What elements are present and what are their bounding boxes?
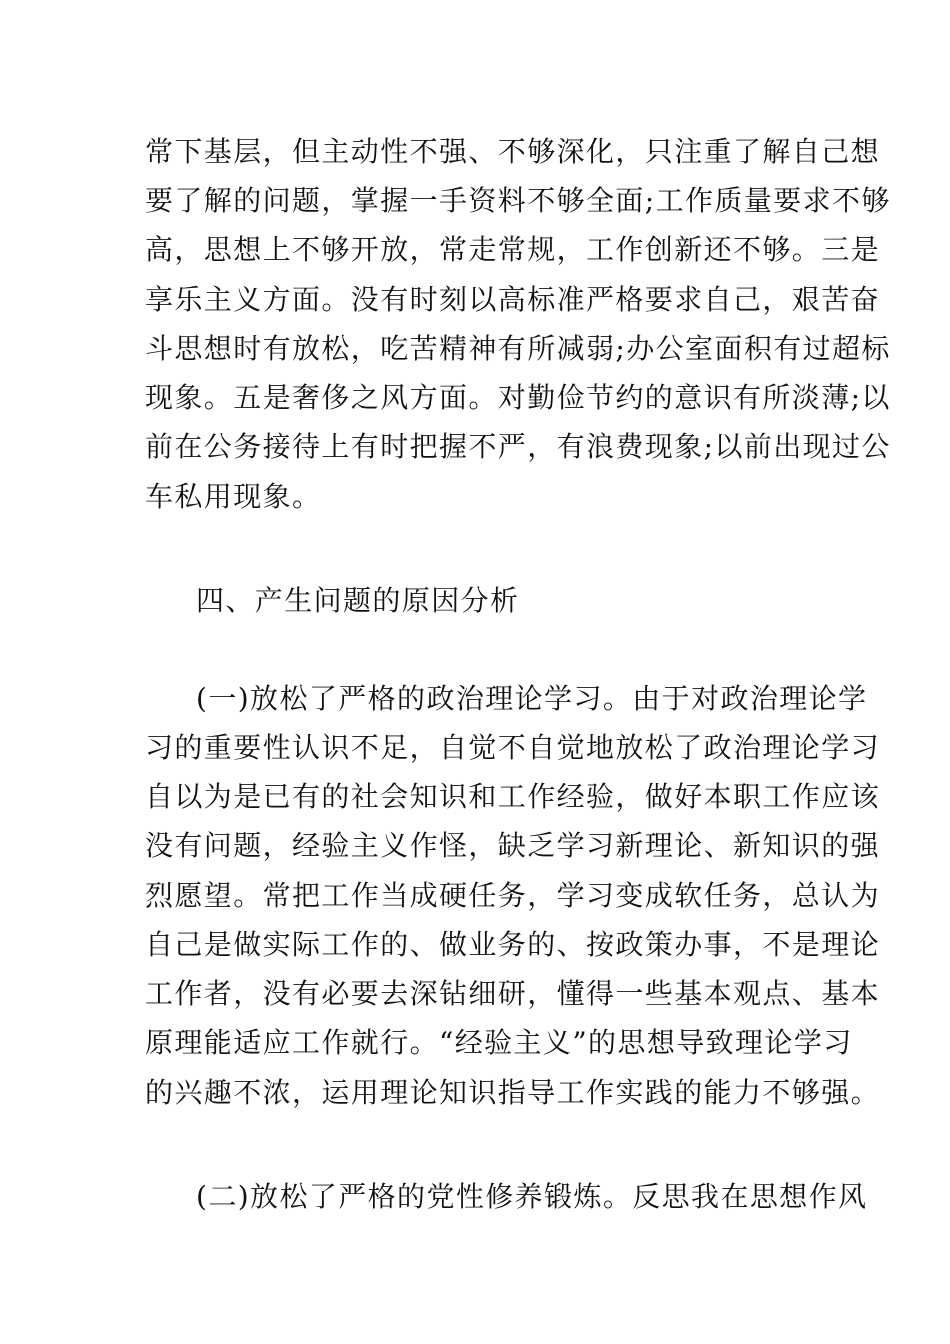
paragraph-1-line-8: 车私用现象。 <box>145 480 322 513</box>
paragraph-2-line-1: (一)放松了严格的政治理论学习。由于对政治理论学 <box>196 682 868 715</box>
paragraph-1-line-5: 斗思想时有放松，吃苦精神有所减弱;办公室面积有过超标 <box>145 332 891 365</box>
section-heading-4: 四、产生问题的原因分析 <box>196 584 520 617</box>
paragraph-2-line-8: 原理能适应工作就行。“经验主义”的思想导致理论学习 <box>145 1026 853 1059</box>
paragraph-1-line-3: 高，思想上不够开放，常走常规，工作创新还不够。三是 <box>145 233 881 266</box>
paragraph-2-line-9: 的兴趣不浓，运用理论知识指导工作实践的能力不够强。 <box>145 1076 881 1109</box>
paragraph-2-line-6: 自己是做实际工作的、做业务的、按政策办事，不是理论 <box>145 928 881 961</box>
paragraph-1-line-4: 享乐主义方面。没有时刻以高标准严格要求自己，艰苦奋 <box>145 283 881 316</box>
paragraph-1-line-1: 常下基层，但主动性不强、不够深化，只注重了解自己想 <box>145 135 881 168</box>
paragraph-1-line-6: 现象。五是奢侈之风方面。对勤俭节约的意识有所淡薄;以 <box>145 381 891 414</box>
paragraph-1-line-7: 前在公务接待上有时把握不严，有浪费现象;以前出现过公 <box>145 430 891 463</box>
paragraph-2-line-4: 没有问题，经验主义作怪，缺乏学习新理论、新知识的强 <box>145 829 881 862</box>
paragraph-2-line-5: 烈愿望。常把工作当成硬任务，学习变成软任务，总认为 <box>145 879 881 912</box>
paragraph-2-line-3: 自以为是已有的社会知识和工作经验，做好本职工作应该 <box>145 780 881 813</box>
paragraph-2-line-2: 习的重要性认识不足，自觉不自觉地放松了政治理论学习 <box>145 731 881 764</box>
paragraph-3-line-1: (二)放松了严格的党性修养锻炼。反思我在思想作风 <box>196 1180 868 1213</box>
paragraph-2-line-7: 工作者，没有必要去深钻细研，懂得一些基本观点、基本 <box>145 977 881 1010</box>
paragraph-1-line-2: 要了解的问题，掌握一手资料不够全面;工作质量要求不够 <box>145 184 891 217</box>
